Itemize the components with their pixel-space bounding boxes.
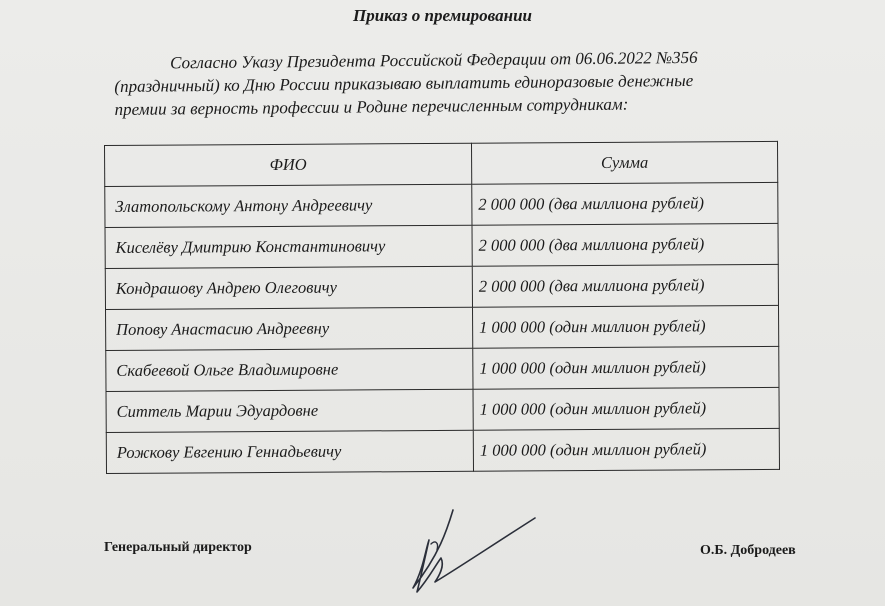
- signatory-name: О.Б. Добродеев: [700, 543, 796, 558]
- header-name: ФИО: [105, 143, 472, 186]
- bonus-amount: 1 000 000 (один миллион рублей): [473, 428, 779, 471]
- bonus-amount: 2 000 000 (два миллиона рублей): [472, 182, 778, 225]
- bonus-amount: 2 000 000 (два миллиона рублей): [472, 264, 778, 307]
- table-row: [106, 428, 779, 473]
- bonus-amount: 1 000 000 (один миллион рублей): [472, 305, 778, 348]
- employee-name: Златопольскому Антону Андреевичу: [105, 184, 472, 227]
- employee-name: Рожкову Евгению Геннадьевичу: [106, 430, 473, 473]
- intro-line-1: Согласно Указу Президента Российской Федерации от 06.06.2022 №356: [170, 47, 698, 73]
- employee-name: Киселёву Дмитрию Константиновичу: [105, 225, 472, 268]
- bonus-amount: 2 000 000 (два миллиона рублей): [472, 223, 778, 266]
- table-header-row: [105, 141, 778, 186]
- employee-name: Ситтель Марии Эдуардовне: [106, 389, 473, 432]
- document-title: Приказ о премировании: [352, 6, 532, 25]
- table-row: [105, 182, 778, 227]
- bonus-amount: 1 000 000 (один миллион рублей): [473, 346, 779, 389]
- bonus-amount: 1 000 000 (один миллион рублей): [473, 387, 779, 430]
- employee-name: Скабеевой Ольге Владимировне: [106, 348, 473, 391]
- bonus-table: [104, 141, 780, 474]
- table-row: [106, 387, 779, 432]
- intro-paragraph: [114, 45, 825, 121]
- director-position: Генеральный директор: [104, 540, 252, 555]
- table-row: [106, 305, 779, 350]
- header-amount: Сумма: [471, 141, 777, 184]
- signature-icon: [395, 500, 545, 600]
- intro-line-3: премии за верность профессии и Родине перечисленным сотрудникам:: [114, 94, 629, 119]
- table-row: [105, 223, 778, 268]
- employee-name: Кондрашову Андрею Олеговичу: [105, 266, 472, 309]
- table-row: [105, 264, 778, 309]
- table-row: [106, 346, 779, 391]
- employee-name: Попову Анастасию Андреевну: [106, 307, 473, 350]
- intro-line-2: (праздничный) ко Дню России приказываю выплатить единоразовые денежные: [114, 70, 694, 96]
